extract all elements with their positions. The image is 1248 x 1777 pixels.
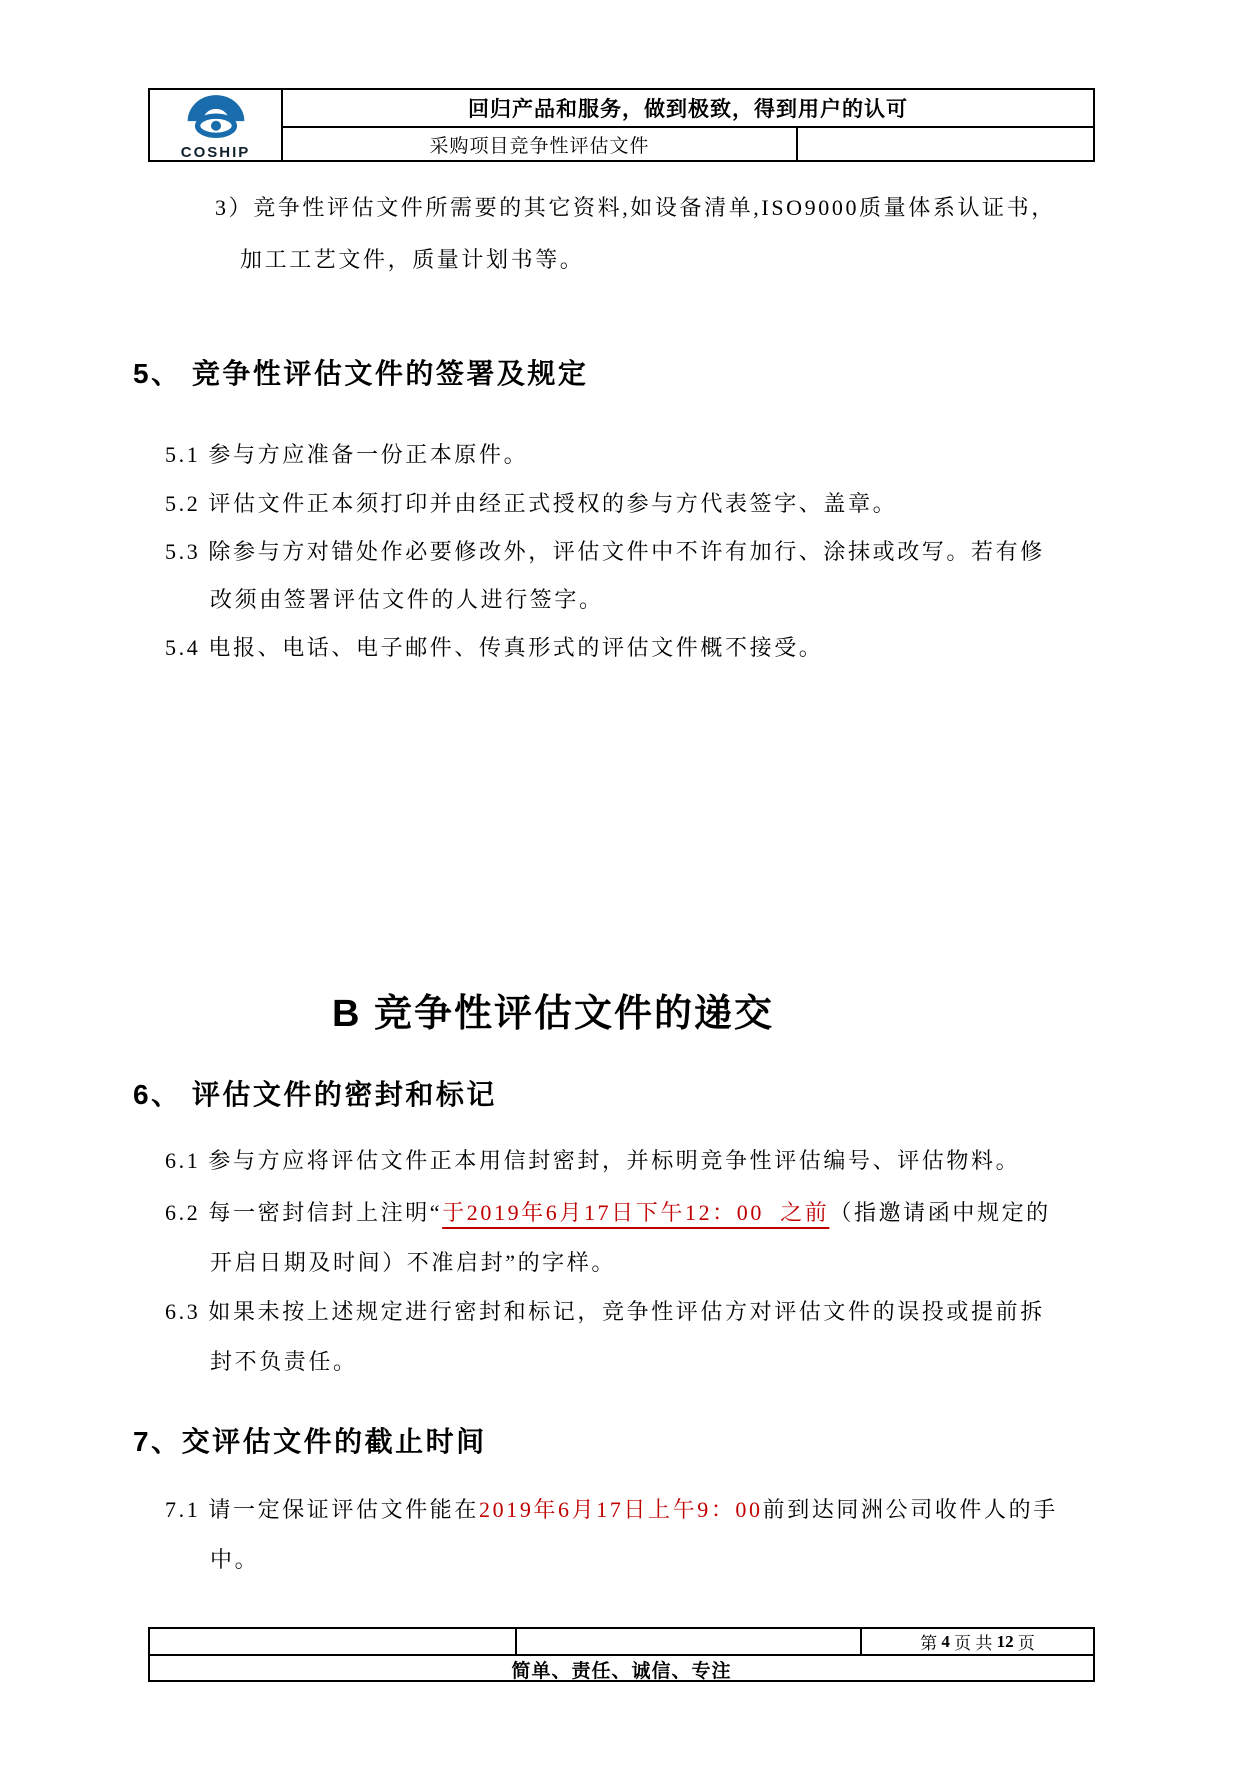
- footer-motto: 简单、责任、诚信、专注: [511, 1661, 732, 1682]
- para-5-3-line1: 5.3 除参与方对错处作必要修改外，评估文件中不许有加行、涂抹或改写。若有修: [165, 539, 1045, 564]
- para-6-1: 6.1 参与方应将评估文件正本用信封密封，并标明竞争性评估编号、评估物料。: [165, 1148, 1021, 1173]
- para-7-1-prefix: 7.1 请一定保证评估文件能在: [165, 1497, 480, 1522]
- para-item3-line2: 加工工艺文件，质量计划书等。: [240, 247, 585, 272]
- para-6-2-prefix: 6.2 每一密封信封上注明“: [165, 1200, 443, 1225]
- para-5-3-line2: 改须由签署评估文件的人进行签字。: [210, 587, 604, 612]
- section5-heading: 5、 竞争性评估文件的签署及规定: [133, 358, 589, 389]
- para-7-1-suffix: 前到达同洲公司收件人的手: [762, 1497, 1058, 1522]
- logo-wordmark: COSHIP: [180, 143, 251, 161]
- para-6-3-line2: 封不负责任。: [210, 1349, 358, 1374]
- page-number: [862, 1629, 1093, 1654]
- page-current: 4: [941, 1631, 950, 1651]
- company-logo: [150, 90, 283, 160]
- footer-empty-cell-1: [150, 1629, 517, 1654]
- page-label-3: 页: [1013, 1634, 1035, 1653]
- para-5-4: 5.4 电报、电话、电子邮件、传真形式的评估文件概不接受。: [165, 635, 824, 660]
- para-6-2-line1: [165, 1198, 1051, 1228]
- para-7-1-line1: [165, 1495, 1058, 1525]
- para-6-2-line2: 开启日期及时间）不准启封”的字样。: [210, 1250, 616, 1275]
- para-5-1: 5.1 参与方应准备一份正本原件。: [165, 442, 529, 467]
- para-item3-line1: 3）竞争性评估文件所需要的其它资料,如设备清单,ISO9000质量体系认证书，: [215, 195, 1056, 220]
- document-title: 采购项目竞争性评估文件: [283, 128, 798, 160]
- deadline-seal-text: 于2019年6月17日下午12：00 之前: [442, 1200, 830, 1225]
- para-7-1-line2: 中。: [210, 1547, 260, 1572]
- section7-heading: 7、交评估文件的截止时间: [133, 1426, 487, 1457]
- para-5-2: 5.2 评估文件正本须打印并由经正式授权的参与方代表签字、盖章。: [165, 491, 898, 516]
- header-right: [283, 90, 1093, 160]
- deadline-arrival-text: 2019年6月17日上午9：00: [479, 1497, 763, 1522]
- para-6-3-line1: 6.3 如果未按上述规定进行密封和标记，竞争性评估方对评估文件的误投或提前拆: [165, 1299, 1045, 1324]
- header-row2: [283, 128, 1093, 160]
- page-total: 12: [996, 1631, 1014, 1651]
- partB-heading: B 竞争性评估文件的递交: [331, 993, 774, 1035]
- footer-empty-cell-2: [517, 1629, 862, 1654]
- para-6-2-suffix: （指邀请函中规定的: [829, 1200, 1051, 1225]
- page-label-1: 第: [920, 1634, 942, 1653]
- footer-row1: [150, 1629, 1093, 1656]
- coship-logo-icon: [177, 92, 255, 143]
- footer-table: [148, 1627, 1095, 1682]
- page-label-2: 页 共: [949, 1634, 997, 1653]
- header-table: [148, 88, 1095, 162]
- company-slogan: 回归产品和服务，做到极致，得到用户的认可: [283, 90, 1093, 128]
- header-empty-cell: [798, 128, 1093, 160]
- section6-heading: 6、 评估文件的密封和标记: [133, 1079, 497, 1110]
